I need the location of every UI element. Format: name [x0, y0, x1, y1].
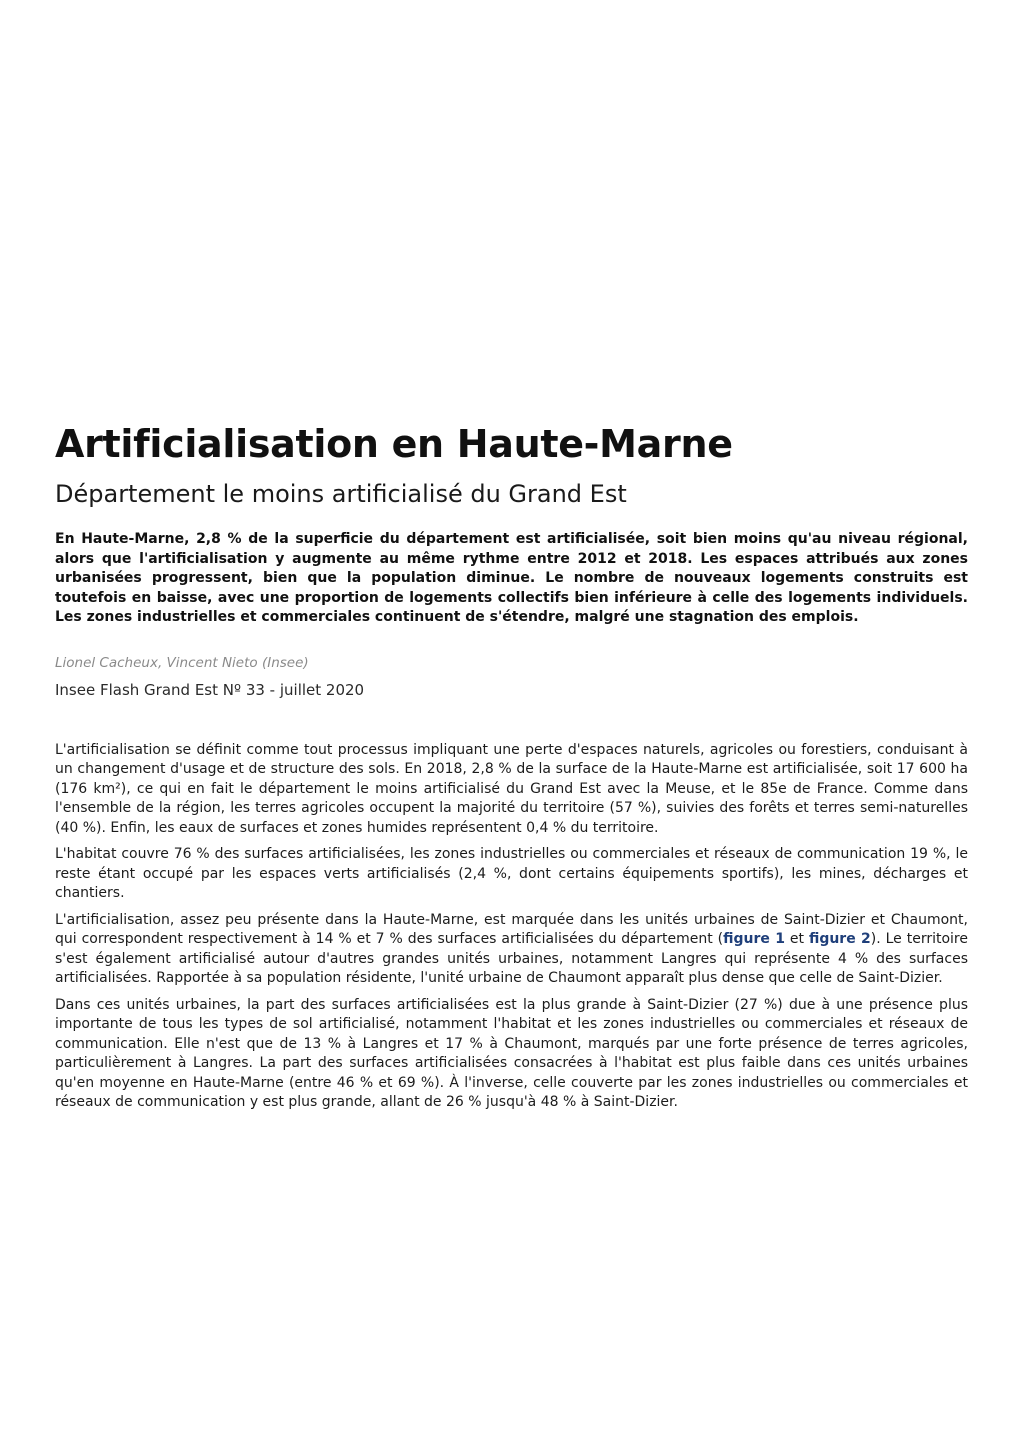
article: [55, 418, 968, 1120]
figure-1-link[interactable]: figure 1: [723, 931, 785, 947]
body-paragraph-3-text-c: ). Le territoire s'est également artificialisé autour d'autres grandes unités urbaines, notamment Langres qui représente 4 % des surfaces artificialisées. Rapportée à sa population résidente, l'unité urbaine de Chaumont apparaît plus dense que celle de Saint-Dizier.: [55, 931, 968, 986]
authors-line: Lionel Cacheux, Vincent Nieto (Insee): [55, 654, 309, 671]
body-paragraph-3-text-b: et: [784, 931, 809, 947]
article-body: [55, 741, 968, 1113]
body-paragraph-1: L'artificialisation se définit comme tout processus impliquant une perte d'espaces naturels, agricoles ou forestiers, conduisant à un changement d'usage et de structure des sols. En 2018, 2,8 % de la surface de la Haute-Marne est artificialisée, soit 17 600 ha (176 km²), ce qui en fait le département le moins artificialisé du Grand Est avec la Meuse, et le 85e de France. Comme dans l'ensemble de la région, les terres agricoles occupent la majorité du territoire (57 %), suivies des forêts et terres semi-naturelles (40 %). Enfin, les eaux de surfaces et zones humides représentent 0,4 % du territoire.: [55, 741, 968, 836]
body-paragraph-3-text-a: L'artificialisation, assez peu présente dans la Haute-Marne, est marquée dans les unités urbaines de Saint-Dizier et Chaumont, qui correspondent respectivement à 14 % et 7 % des surfaces artificialisées du département (: [55, 911, 968, 947]
page-subtitle: Département le moins artificialisé du Grand Est: [55, 480, 627, 508]
body-paragraph-4: Dans ces unités urbaines, la part des surfaces artificialisées est la plus grande à Saint-Dizier (27 %) due à une présence plus importante de tous les types de sol artificialisé, notamment l'habitat et les zones industrielles ou commerciales et réseaux de communication. Elle n'est que de 13 % à Langres et 17 % à Chaumont, marqués par une forte présence de terres agricoles, particulièrement à Langres. La part des surfaces artificialisées consacrées à l'habitat est plus faible dans ces unités urbaines qu'en moyenne en Haute-Marne (entre 46 % et 69 %). À l'inverse, celle couverte par les zones industrielles ou commerciales et réseaux de communication y est plus grande, allant de 26 % jusqu'à 48 % à Saint-Dizier.: [55, 996, 968, 1110]
page-title: Artificialisation en Haute-Marne: [55, 422, 733, 466]
body-paragraph-2: L'habitat couvre 76 % des surfaces artificialisées, les zones industrielles ou commerciales et réseaux de communication 19 %, le reste étant occupé par les espaces verts artificialisés (2,4 %, dont certains équipements sportifs), les mines, décharges et chantiers.: [55, 846, 968, 901]
lead-paragraph: En Haute-Marne, 2,8 % de la superficie du département est artificialisée, soit bien moins qu'au niveau régional, alors que l'artificialisation y augmente au même rythme entre 2012 et 2018. Les espaces attribués aux zones urbanisées progressent, bien que la population diminue. Le nombre de nouveaux logements construits est toutefois en baisse, avec une proportion de logements collectifs bien inférieure à celle des logements individuels. Les zones industrielles et commerciales continuent de s'étendre, malgré une stagnation des emplois.: [55, 531, 968, 625]
publication-reference: Insee Flash Grand Est Nº 33 - juillet 2020: [55, 680, 365, 699]
body-paragraph-3: [55, 911, 968, 989]
figure-2-link[interactable]: figure 2: [808, 931, 871, 947]
